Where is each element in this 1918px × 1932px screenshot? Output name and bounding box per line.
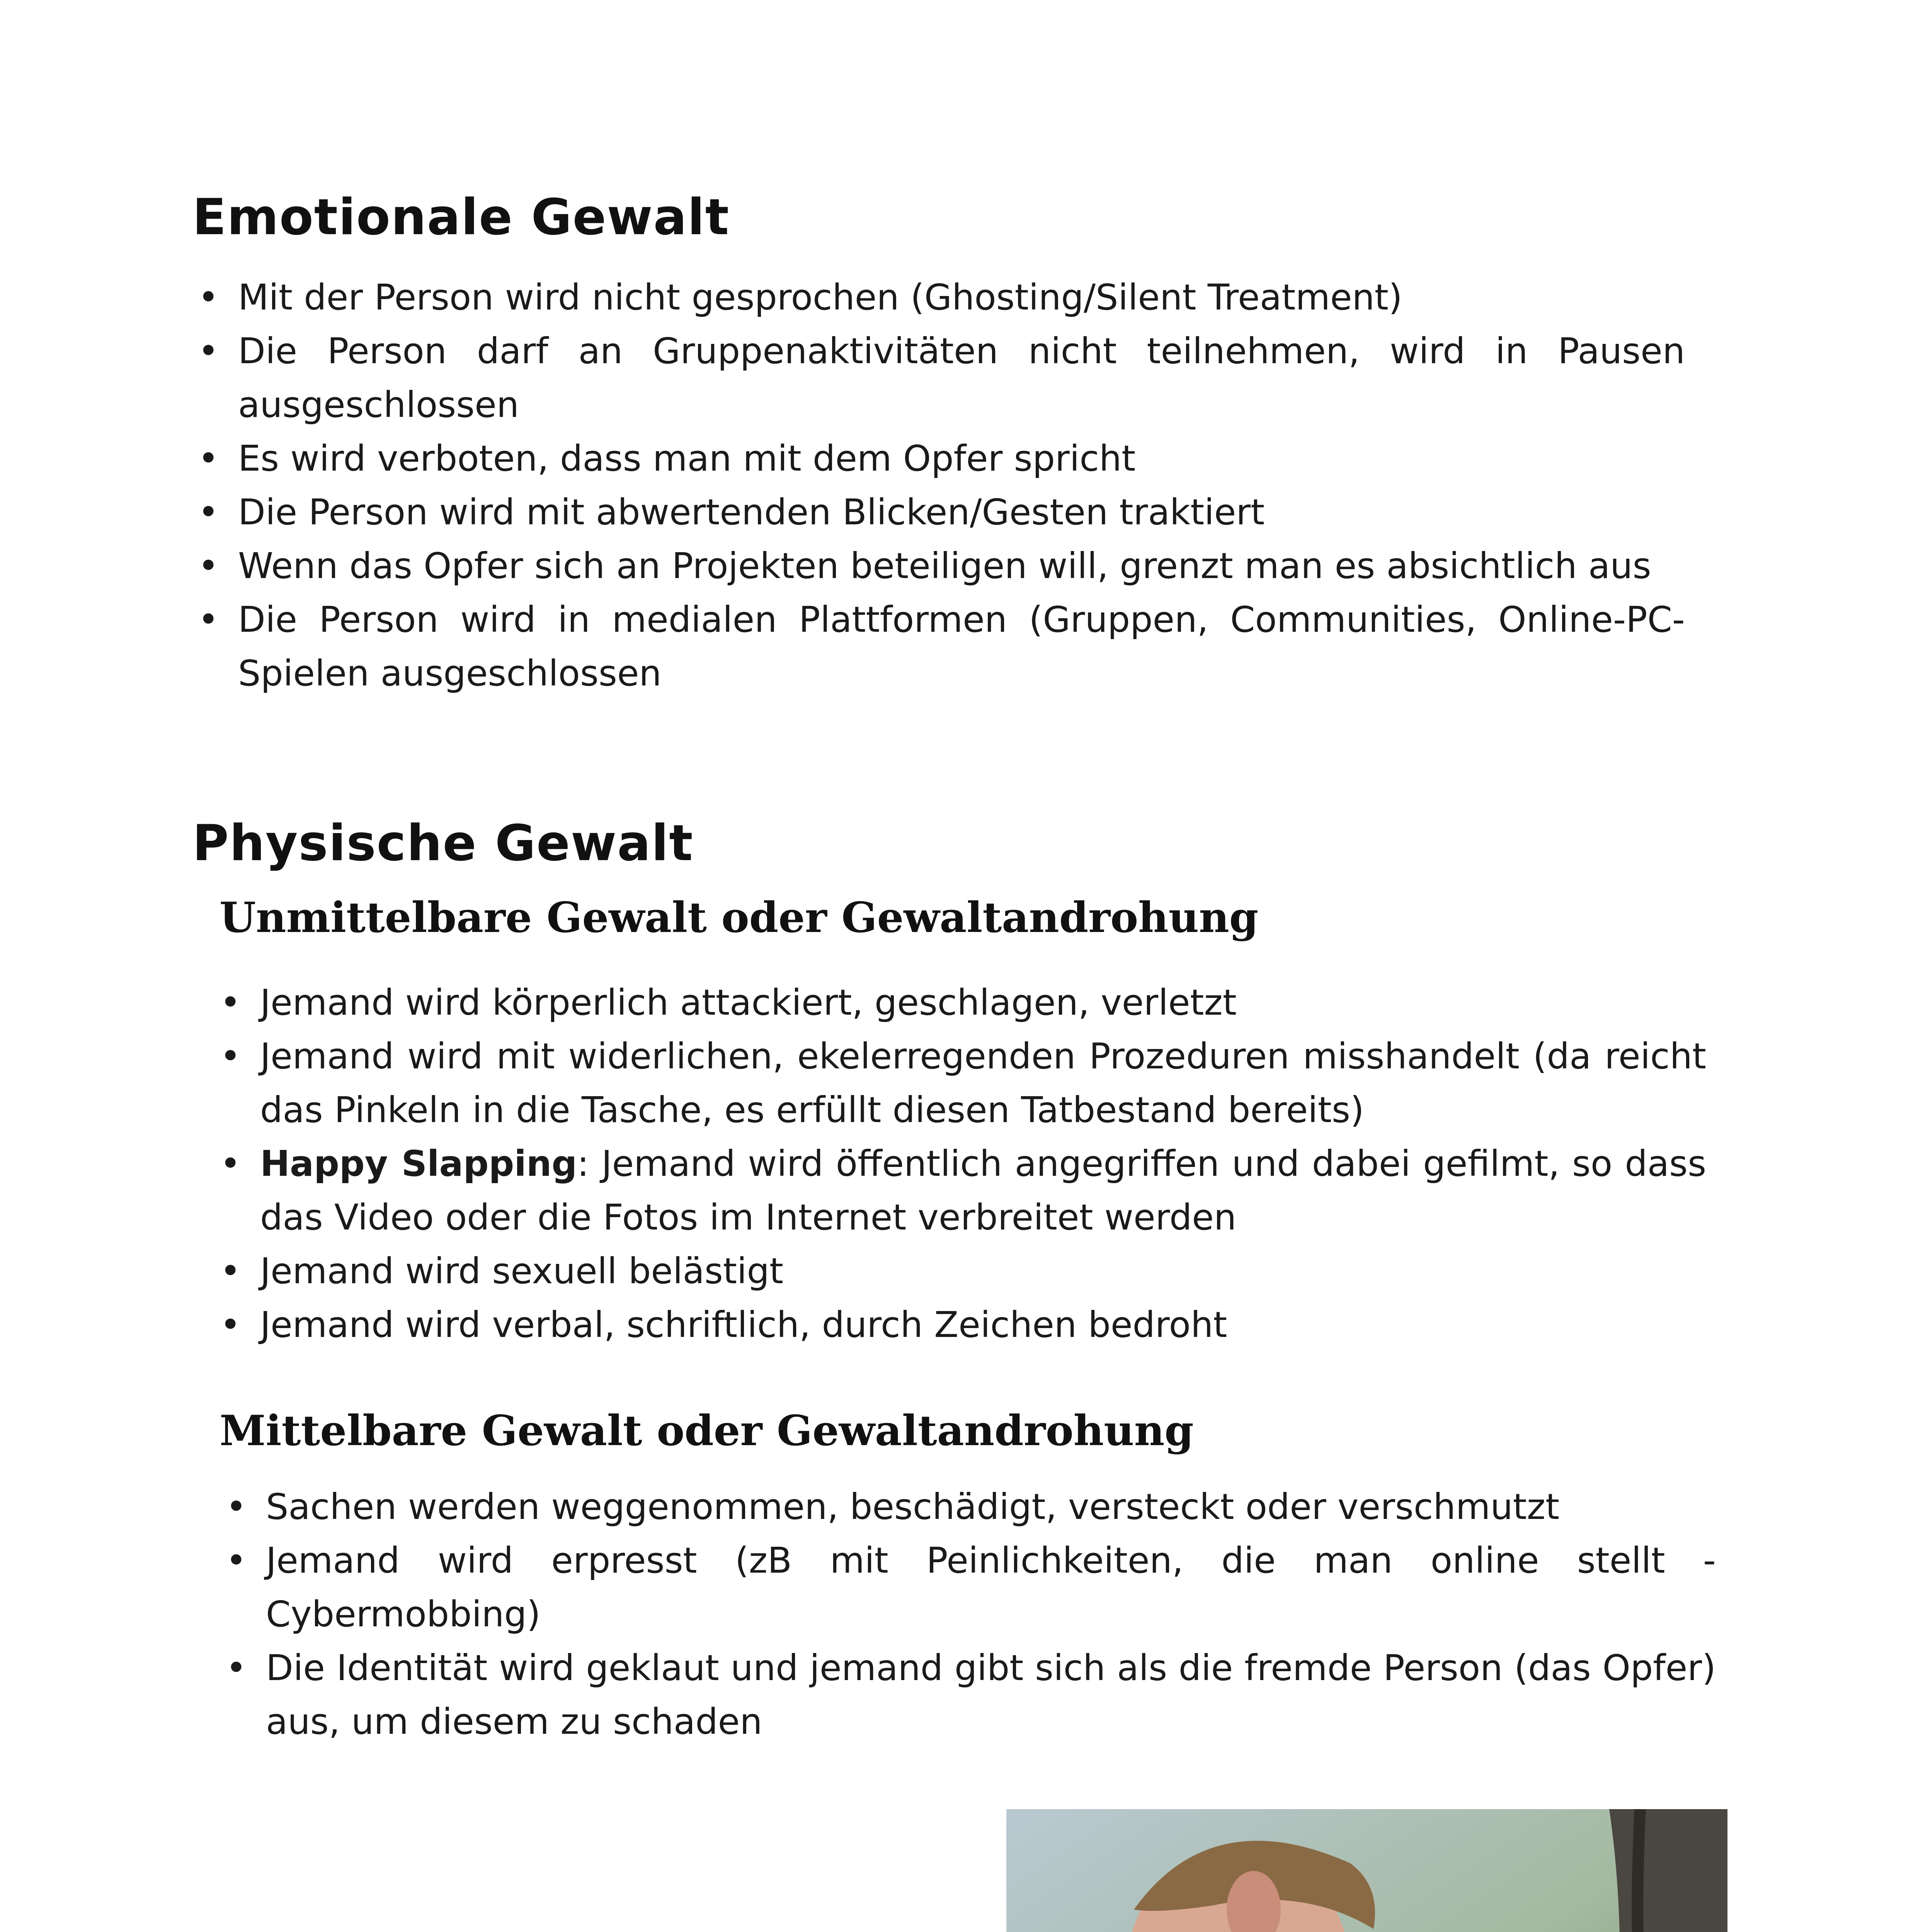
list-item: • Wenn das Opfer sich an Projekten beteiligen will, grenzt man es absichtlich aus — [192, 539, 1685, 593]
list-item: • Jemand wird verbal, schriftlich, durch Zeichen bedroht — [214, 1298, 1706, 1352]
subheading-direct-violence: Unmittelbare Gewalt oder Gewaltandrohung — [220, 893, 1259, 942]
list-item: • Sachen werden weggenommen, beschädigt, versteckt oder verschmutzt — [220, 1480, 1716, 1534]
list-item: • Jemand wird mit widerlichen, ekelerregenden Prozeduren misshandelt (da reicht das Pinkeln in die Tasche, es erfüllt diesen Tatbestand bereits) — [214, 1029, 1706, 1137]
list-item: • Es wird verboten, dass man mit dem Opfer spricht — [192, 432, 1685, 485]
list-item: • Die Person wird mit abwertenden Blicken/Gesten traktiert — [192, 485, 1685, 539]
subheading-indirect-violence: Mittelbare Gewalt oder Gewaltandrohung — [220, 1406, 1194, 1455]
list-item: • Jemand wird körperlich attackiert, geschlagen, verletzt — [214, 976, 1706, 1029]
bullet: • — [220, 1250, 241, 1292]
bullet: • — [220, 1304, 241, 1345]
bullet: • — [198, 330, 219, 372]
boys-bullying-illustration — [1006, 1809, 1727, 1932]
list-item: • Mit der Person wird nicht gesprochen (Ghosting/Silent Treatment) — [192, 270, 1685, 324]
bullet: • — [198, 599, 219, 640]
bullet: • — [226, 1540, 247, 1581]
list-item: • Die Person darf an Gruppenaktivitäten nicht teilnehmen, wird in Pausen ausgeschlossen — [192, 324, 1685, 432]
photo-boys-bullying — [1006, 1809, 1727, 1932]
section-title-physical: Physische Gewalt — [192, 815, 694, 872]
indirect-violence-list — [220, 1480, 1716, 1748]
list-item: • Happy Slapping: Jemand wird öffentlich angegriffen und dabei gefilmt, so dass das Video oder die Fotos im Internet verbreitet werden — [214, 1137, 1706, 1244]
list-item: • Die Person wird in medialen Plattformen (Gruppen, Communities, Online-PC-Spielen ausgeschlossen — [192, 593, 1685, 700]
bullet: • — [226, 1647, 247, 1689]
bullet: • — [198, 492, 219, 533]
direct-violence-list — [214, 976, 1706, 1352]
bullet: • — [198, 438, 219, 479]
bullet: • — [226, 1486, 247, 1527]
list-item: • Die Identität wird geklaut und jemand gibt sich als die fremde Person (das Opfer) aus, um diesem zu schaden — [220, 1641, 1716, 1748]
bullet: • — [198, 277, 219, 318]
emotional-list — [192, 270, 1685, 700]
term-happy-slapping: Happy Slapping — [260, 1143, 577, 1184]
bullet: • — [220, 982, 241, 1023]
list-item: • Jemand wird sexuell belästigt — [214, 1244, 1706, 1298]
section-title-emotional: Emotionale Gewalt — [192, 189, 730, 246]
bullet: • — [220, 1036, 241, 1077]
bullet: • — [198, 545, 219, 587]
bullet: • — [220, 1143, 241, 1184]
list-item: • Jemand wird erpresst (zB mit Peinlichkeiten, die man online stellt - Cybermobbing) — [220, 1534, 1716, 1641]
